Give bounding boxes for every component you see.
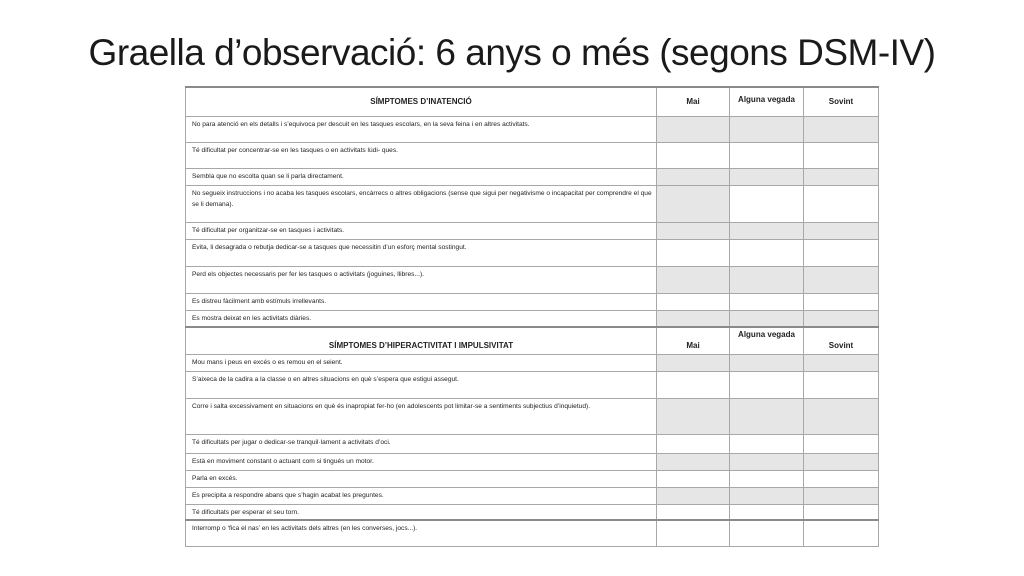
- table-row: [186, 453, 879, 470]
- table-row: [186, 398, 879, 434]
- col-never-label: Mai: [657, 87, 730, 116]
- table-row: [186, 116, 879, 142]
- slide-title: Graella d’observació: 6 anys o més (segons DSM-IV): [88, 32, 936, 73]
- cell-sometimes[interactable]: [730, 434, 804, 453]
- cell-never[interactable]: [657, 142, 730, 168]
- cell-sometimes[interactable]: [730, 371, 804, 398]
- symptom-text: Corre i salta excessivament en situacions en què és inapropiat fer-ho (en adolescents pot limitar-se a sentiments subjectius d’inquietud).: [186, 398, 657, 434]
- cell-often[interactable]: [804, 371, 879, 398]
- cell-often[interactable]: [804, 354, 879, 371]
- cell-never[interactable]: [657, 239, 730, 266]
- cell-sometimes[interactable]: [730, 470, 804, 487]
- cell-sometimes[interactable]: [730, 504, 804, 520]
- symptom-text: Té dificultats per jugar o dedicar-se tranquil·lament a activitats d’oci.: [186, 434, 657, 453]
- cell-often[interactable]: [804, 168, 879, 185]
- cell-never[interactable]: [657, 354, 730, 371]
- cell-often[interactable]: [804, 487, 879, 504]
- section-header-inattention: [186, 87, 879, 116]
- cell-never[interactable]: [657, 487, 730, 504]
- cell-often[interactable]: [804, 239, 879, 266]
- col-often-label: Sovint: [804, 87, 879, 116]
- cell-never[interactable]: [657, 504, 730, 520]
- cell-often[interactable]: [804, 434, 879, 453]
- section-header-hyperactivity: [186, 327, 879, 354]
- cell-never[interactable]: [657, 266, 730, 293]
- col-often-label: Sovint: [804, 327, 879, 354]
- table-row: [186, 504, 879, 520]
- cell-never[interactable]: [657, 520, 730, 546]
- table-row: [186, 293, 879, 310]
- col-sometimes-label: Alguna vegada: [730, 87, 804, 116]
- table-row: [186, 185, 879, 222]
- cell-never[interactable]: [657, 434, 730, 453]
- table-row: [186, 487, 879, 504]
- cell-sometimes[interactable]: [730, 520, 804, 546]
- col-never-label: Mai: [657, 327, 730, 354]
- table-row: [186, 310, 879, 327]
- cell-often[interactable]: [804, 520, 879, 546]
- cell-sometimes[interactable]: [730, 116, 804, 142]
- symptom-text: Sembla que no escolta quan se li parla directament.: [186, 168, 657, 185]
- cell-sometimes[interactable]: [730, 239, 804, 266]
- cell-sometimes[interactable]: [730, 398, 804, 434]
- cell-often[interactable]: [804, 222, 879, 239]
- cell-often[interactable]: [804, 470, 879, 487]
- symptom-text: Es precipita a respondre abans que s’hagin acabat les preguntes.: [186, 487, 657, 504]
- table-row: [186, 168, 879, 185]
- symptom-text: Parla en excés.: [186, 470, 657, 487]
- cell-never[interactable]: [657, 168, 730, 185]
- cell-never[interactable]: [657, 310, 730, 327]
- cell-never[interactable]: [657, 116, 730, 142]
- hyperactivity-header: SÍMPTOMES D’HIPERACTIVITAT I IMPULSIVITAT: [186, 327, 657, 354]
- observation-grid: [185, 86, 878, 547]
- cell-sometimes[interactable]: [730, 487, 804, 504]
- table-row: [186, 239, 879, 266]
- symptom-text: Es mostra deixat en les activitats diàries.: [186, 310, 657, 327]
- symptom-text: No para atenció en els detalls i s’equivoca per descuit en les tasques escolars, en la seva feina i en altres activitats.: [186, 116, 657, 142]
- cell-sometimes[interactable]: [730, 168, 804, 185]
- table-row: [186, 142, 879, 168]
- symptom-text: Té dificultats per esperar el seu torn.: [186, 504, 657, 520]
- symptom-text: Està en moviment constant o actuant com si tingués un motor.: [186, 453, 657, 470]
- table-row: [186, 470, 879, 487]
- cell-sometimes[interactable]: [730, 266, 804, 293]
- cell-sometimes[interactable]: [730, 185, 804, 222]
- table-row: [186, 222, 879, 239]
- cell-never[interactable]: [657, 470, 730, 487]
- cell-often[interactable]: [804, 310, 879, 327]
- cell-often[interactable]: [804, 116, 879, 142]
- cell-often[interactable]: [804, 142, 879, 168]
- cell-never[interactable]: [657, 185, 730, 222]
- symptom-text: No segueix instruccions i no acaba les tasques escolars, encàrrecs o altres obligacions (sense que sigui per negativisme o incapacitat per comprendre el que se li demana).: [186, 185, 657, 222]
- cell-sometimes[interactable]: [730, 453, 804, 470]
- symptom-text: S’aixeca de la cadira a la classe o en altres situacions en què s’espera que estigui assegut.: [186, 371, 657, 398]
- cell-never[interactable]: [657, 371, 730, 398]
- cell-often[interactable]: [804, 453, 879, 470]
- cell-often[interactable]: [804, 293, 879, 310]
- symptom-text: Es distreu fàcilment amb estímuls irrellevants.: [186, 293, 657, 310]
- cell-never[interactable]: [657, 293, 730, 310]
- inattention-header: SÍMPTOMES D’INATENCIÓ: [186, 87, 657, 116]
- symptom-text: Interromp o ‘fica el nas’ en les activitats dels altres (en les converses, jocs...).: [186, 520, 657, 546]
- cell-never[interactable]: [657, 453, 730, 470]
- table-row: [186, 520, 879, 546]
- observation-table: [185, 86, 879, 547]
- cell-often[interactable]: [804, 185, 879, 222]
- cell-often[interactable]: [804, 504, 879, 520]
- cell-never[interactable]: [657, 222, 730, 239]
- col-sometimes-label: Alguna vegada: [730, 327, 804, 354]
- table-row: [186, 266, 879, 293]
- table-row: [186, 371, 879, 398]
- symptom-text: Perd els objectes necessaris per fer les tasques o activitats (joguines, llibres...).: [186, 266, 657, 293]
- symptom-text: Evita, li desagrada o rebutja dedicar-se a tasques que necessitin d’un esforç mental sostingut.: [186, 239, 657, 266]
- cell-sometimes[interactable]: [730, 354, 804, 371]
- symptom-text: Té dificultat per concentrar-se en les tasques o en activitats lúdi- ques.: [186, 142, 657, 168]
- symptom-text: Mou mans i peus en excés o es remou en el seient.: [186, 354, 657, 371]
- table-row: [186, 434, 879, 453]
- cell-sometimes[interactable]: [730, 222, 804, 239]
- cell-never[interactable]: [657, 398, 730, 434]
- symptom-text: Té dificultat per organitzar-se en tasques i activitats.: [186, 222, 657, 239]
- cell-often[interactable]: [804, 398, 879, 434]
- table-row: [186, 354, 879, 371]
- cell-sometimes[interactable]: [730, 142, 804, 168]
- cell-sometimes[interactable]: [730, 293, 804, 310]
- cell-often[interactable]: [804, 266, 879, 293]
- cell-sometimes[interactable]: [730, 310, 804, 327]
